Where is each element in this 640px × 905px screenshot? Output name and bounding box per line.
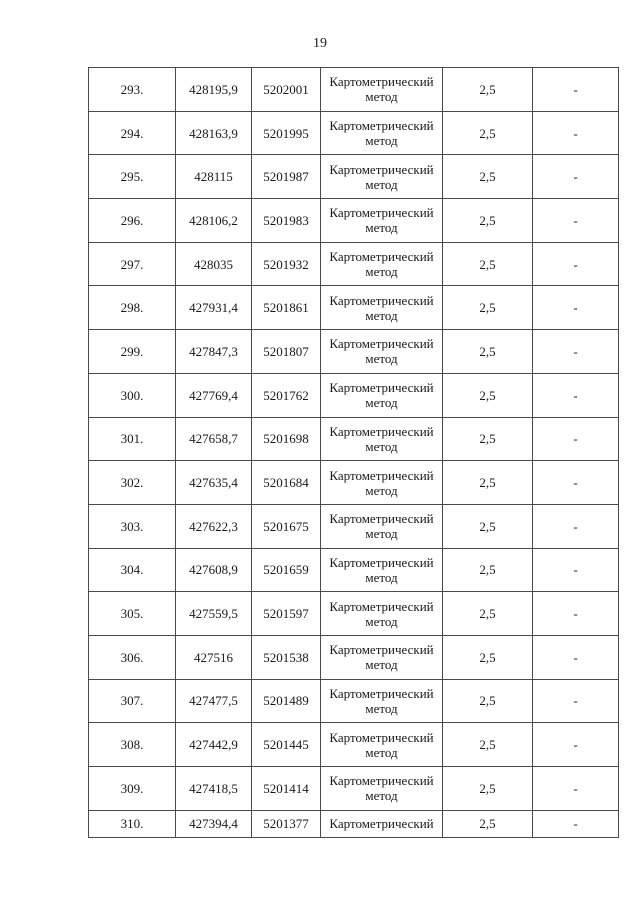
method-cell: Картометрический метод [321,592,443,636]
method-cell: Картометрический метод [321,723,443,767]
note-cell: - [533,548,619,592]
x-coordinate-cell: 427931,4 [176,286,252,330]
accuracy-cell: 2,5 [443,548,533,592]
y-coordinate-cell: 5201489 [252,679,321,723]
y-coordinate-cell: 5201445 [252,723,321,767]
method-cell: Картометрический метод [321,155,443,199]
table-row [89,330,619,374]
x-coordinate-cell: 427394,4 [176,810,252,837]
table-row [89,111,619,155]
table-row [89,242,619,286]
point-number-cell: 296. [89,199,176,243]
point-number-cell: 294. [89,111,176,155]
point-number-cell: 301. [89,417,176,461]
note-cell: - [533,592,619,636]
x-coordinate-cell: 427516 [176,635,252,679]
x-coordinate-cell: 427477,5 [176,679,252,723]
x-coordinate-cell: 427847,3 [176,330,252,374]
x-coordinate-cell: 427442,9 [176,723,252,767]
method-cell: Картометрический метод [321,286,443,330]
note-cell: - [533,199,619,243]
table-row [89,68,619,112]
note-cell: - [533,286,619,330]
table-row [89,810,619,837]
method-cell: Картометрический метод [321,330,443,374]
x-coordinate-cell: 427658,7 [176,417,252,461]
table-row [89,373,619,417]
x-coordinate-cell: 428106,2 [176,199,252,243]
point-number-cell: 309. [89,767,176,811]
method-cell: Картометрический метод [321,68,443,112]
table-row [89,417,619,461]
method-cell: Картометрический метод [321,199,443,243]
table-row [89,504,619,548]
note-cell: - [533,330,619,374]
note-cell: - [533,723,619,767]
accuracy-cell: 2,5 [443,679,533,723]
y-coordinate-cell: 5201762 [252,373,321,417]
note-cell: - [533,155,619,199]
accuracy-cell: 2,5 [443,417,533,461]
y-coordinate-cell: 5201684 [252,461,321,505]
accuracy-cell: 2,5 [443,635,533,679]
method-cell: Картометрический метод [321,461,443,505]
y-coordinate-cell: 5201807 [252,330,321,374]
note-cell: - [533,504,619,548]
point-number-cell: 310. [89,810,176,837]
y-coordinate-cell: 5201597 [252,592,321,636]
note-cell: - [533,242,619,286]
page-number: 19 [313,36,327,51]
table-row [89,679,619,723]
accuracy-cell: 2,5 [443,199,533,243]
point-number-cell: 308. [89,723,176,767]
note-cell: - [533,679,619,723]
x-coordinate-cell: 428115 [176,155,252,199]
accuracy-cell: 2,5 [443,592,533,636]
note-cell: - [533,461,619,505]
x-coordinate-cell: 428195,9 [176,68,252,112]
x-coordinate-cell: 427635,4 [176,461,252,505]
note-cell: - [533,635,619,679]
accuracy-cell: 2,5 [443,723,533,767]
method-cell: Картометрический метод [321,111,443,155]
method-cell: Картометрический [321,810,443,837]
y-coordinate-cell: 5201538 [252,635,321,679]
method-cell: Картометрический метод [321,373,443,417]
x-coordinate-cell: 428035 [176,242,252,286]
y-coordinate-cell: 5201983 [252,199,321,243]
y-coordinate-cell: 5201675 [252,504,321,548]
point-number-cell: 302. [89,461,176,505]
note-cell: - [533,810,619,837]
table-row [89,767,619,811]
accuracy-cell: 2,5 [443,330,533,374]
method-cell: Картометрический метод [321,417,443,461]
coordinates-table [88,67,619,838]
note-cell: - [533,111,619,155]
table-row [89,635,619,679]
note-cell: - [533,417,619,461]
y-coordinate-cell: 5201659 [252,548,321,592]
point-number-cell: 297. [89,242,176,286]
y-coordinate-cell: 5201995 [252,111,321,155]
accuracy-cell: 2,5 [443,461,533,505]
accuracy-cell: 2,5 [443,504,533,548]
y-coordinate-cell: 5201698 [252,417,321,461]
y-coordinate-cell: 5202001 [252,68,321,112]
method-cell: Картометрический метод [321,635,443,679]
point-number-cell: 306. [89,635,176,679]
table-row [89,548,619,592]
method-cell: Картометрический метод [321,504,443,548]
y-coordinate-cell: 5201932 [252,242,321,286]
x-coordinate-cell: 427769,4 [176,373,252,417]
y-coordinate-cell: 5201377 [252,810,321,837]
x-coordinate-cell: 427622,3 [176,504,252,548]
table-row [89,199,619,243]
point-number-cell: 300. [89,373,176,417]
method-cell: Картометрический метод [321,767,443,811]
method-cell: Картометрический метод [321,679,443,723]
point-number-cell: 299. [89,330,176,374]
accuracy-cell: 2,5 [443,111,533,155]
point-number-cell: 307. [89,679,176,723]
accuracy-cell: 2,5 [443,155,533,199]
accuracy-cell: 2,5 [443,68,533,112]
note-cell: - [533,373,619,417]
point-number-cell: 295. [89,155,176,199]
x-coordinate-cell: 427418,5 [176,767,252,811]
accuracy-cell: 2,5 [443,373,533,417]
x-coordinate-cell: 427559,5 [176,592,252,636]
accuracy-cell: 2,5 [443,286,533,330]
point-number-cell: 303. [89,504,176,548]
note-cell: - [533,68,619,112]
accuracy-cell: 2,5 [443,242,533,286]
y-coordinate-cell: 5201987 [252,155,321,199]
x-coordinate-cell: 427608,9 [176,548,252,592]
method-cell: Картометрический метод [321,242,443,286]
table-row [89,592,619,636]
table-body [89,68,619,838]
x-coordinate-cell: 428163,9 [176,111,252,155]
accuracy-cell: 2,5 [443,810,533,837]
point-number-cell: 298. [89,286,176,330]
table-row [89,286,619,330]
method-cell: Картометрический метод [321,548,443,592]
note-cell: - [533,767,619,811]
point-number-cell: 293. [89,68,176,112]
y-coordinate-cell: 5201861 [252,286,321,330]
accuracy-cell: 2,5 [443,767,533,811]
table-row [89,155,619,199]
point-number-cell: 305. [89,592,176,636]
point-number-cell: 304. [89,548,176,592]
table-row [89,461,619,505]
y-coordinate-cell: 5201414 [252,767,321,811]
table-row [89,723,619,767]
